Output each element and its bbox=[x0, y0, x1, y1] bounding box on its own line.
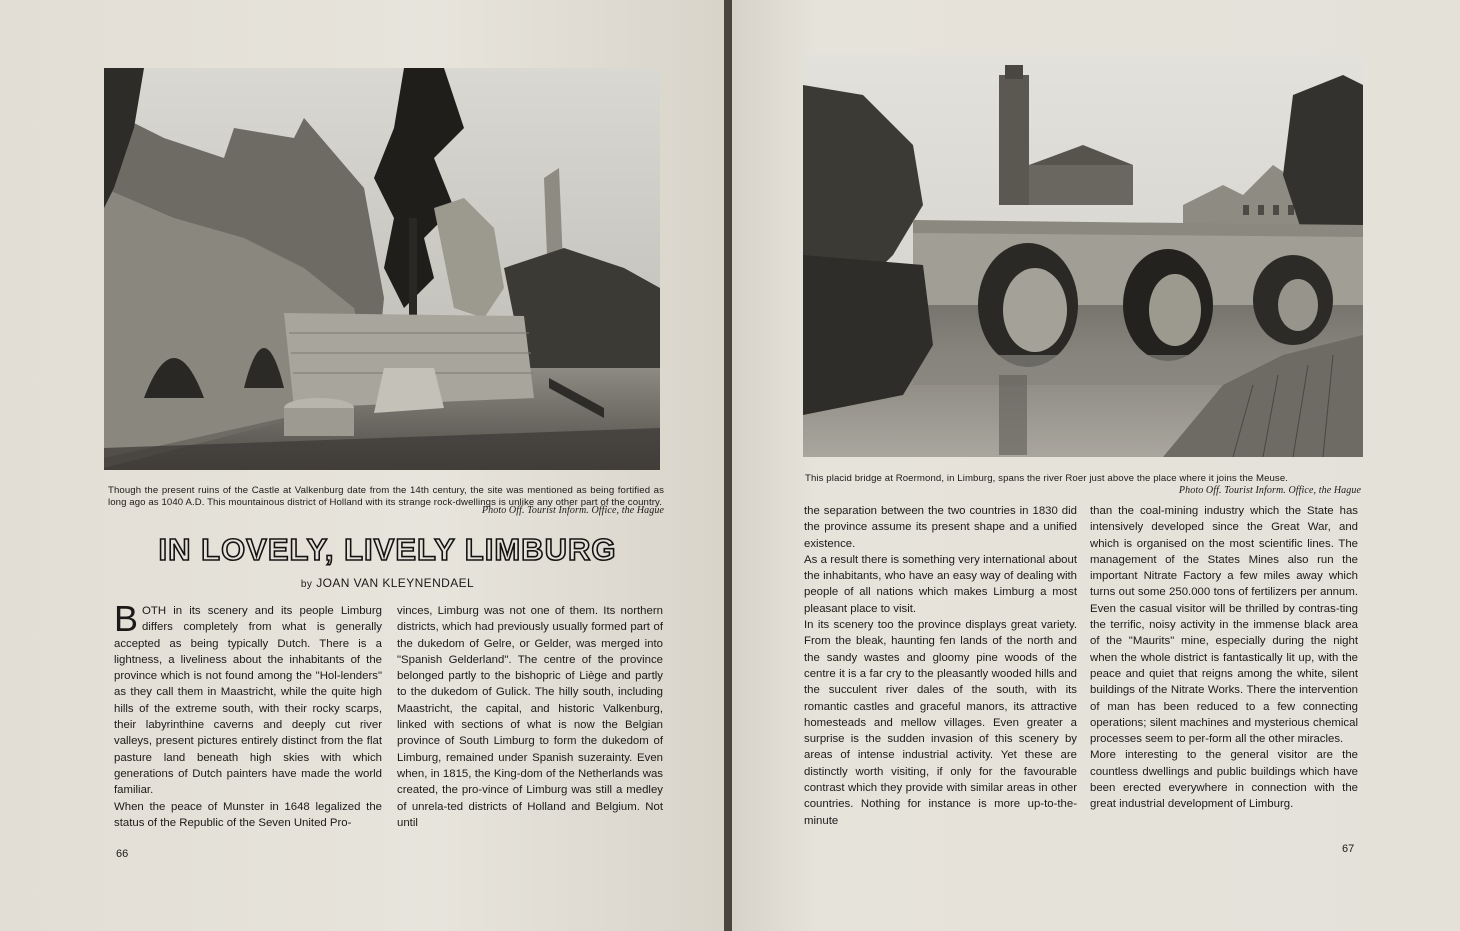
right-column-2 bbox=[1090, 503, 1358, 813]
drop-cap: B bbox=[114, 598, 139, 639]
page-number-left: 66 bbox=[116, 848, 129, 860]
left-column-2 bbox=[397, 603, 663, 831]
byline-prefix: by bbox=[300, 579, 313, 590]
left-credit-text: Photo Off. Tourist Inform. Office, the Hague bbox=[481, 505, 664, 516]
left-col2-para1: vinces, Limburg was not one of them. Its northern districts, which had previously usually formed part of the dukedom of Gelre, or Gelder, was merged into "Spanish Gelderland". The centre of the province belonged partly to the bishopric of Liège and partly to the dukedom of Gulick. The hilly south, including Maastricht, the capital, and historic Valkenburg, linked with sections of what is now the Belgian province of South Limburg to form the dukedom of Limburg, remained under Spanish suzerainty. Even when, in 1815, the King-dom of the Netherlands was created, the pro-vince of Limburg was still a medley of unrela-ted districts of Holland and Belgium. Not until bbox=[397, 605, 663, 829]
article-title: IN LOVELY, LIVELY LIMBURG bbox=[158, 532, 617, 567]
left-column-1 bbox=[114, 598, 382, 831]
left-col1-para1 bbox=[114, 598, 382, 799]
right-photo-credit bbox=[1080, 485, 1361, 497]
left-caption-text: Though the present ruins of the Castle at Valkenburg date from the 14th century, the site was mentioned as being fortified as long ago as 1040 A.D. This mountainous district of Holland with its strange rock-dwellings is unlike any other part of the country. bbox=[108, 485, 664, 508]
right-column-1 bbox=[804, 503, 1077, 829]
right-col2-para2: More interesting to the general visitor are the countless dwellings and public buildings which have been erected everywhere in connection with the great industrial development of Limburg. bbox=[1090, 749, 1358, 811]
byline bbox=[110, 576, 665, 590]
right-col1-para2: As a result there is something very international about the inhabitants, who have an easy way of dealing with people of all nations which makes Limburg a most pleasant place to visit. bbox=[804, 553, 1077, 615]
right-col1-para3: In its scenery too the province displays great variety. From the bleak, haunting fen lands of the north and the sandy wastes and gloomy pine woods of the centre it is a far cry to the pleasantly wooded hills and the succulent river dales of the south, with its romantic castles and graceful manors, its attractive homesteads and mellow villages. Even greater a surprise is the sudden invasion of this scenery by areas of intense industrial activity. Yet these are distinctly worth visiting, if only for the favourable contrast which they provide with similar areas in other countries. Nothing for instance is more up-to-the-minute bbox=[804, 619, 1077, 827]
right-col2-para1: than the coal-mining industry which the State has intensively developed since the Great War, and which is organised on the most scientific lines. The management of the States Mines also run the important Nitrate Factory a few miles away which turns out some 250.000 tons of fertilizers per annum. Even the casual visitor will be thrilled by contras-ting the terrific, noisy activity in the immense black area of the "Maurits" mine, especially during the night when the whole district is fantastically lit up, with the peace and quiet that reigns among the white, silent buildings of the Nitrate Works. There the intervention of man has been reduced to a few connecting operations; silent machines and mysterious chemical processes seem to per-form all the other miracles. bbox=[1090, 505, 1358, 746]
left-col1-para1-text: OTH in its scenery and its people Limburg differs completely from what is generally accepted as being typically Dutch. There is a lightness, a liveliness about the inhabitants of the province which is not found among the "Hol-lenders" as they call them in Maastricht, while the quite high hills of the extreme south, with their rocky scarps, their labyrinthine caverns and deeply cut river valleys, present pictures entirely distinct from the flat pasture land beneath high skies with which generations of Dutch painters have made the world familiar. bbox=[114, 605, 382, 797]
right-credit-text: Photo Off. Tourist Inform. Office, the Hague bbox=[1178, 485, 1361, 496]
left-col1-para2: When the peace of Munster in 1648 legalized the status of the Republic of the Seven United Pro- bbox=[114, 800, 382, 829]
left-photo-credit bbox=[380, 505, 664, 517]
book-spine bbox=[724, 0, 732, 931]
byline-author: JOAN VAN KLEYNENDAEL bbox=[316, 576, 475, 590]
castle-ruins-photo bbox=[104, 68, 660, 470]
right-col1-para1: the separation between the two countries in 1830 did the province assume its present shape and a unified existence. bbox=[804, 505, 1077, 550]
right-caption-text: This placid bridge at Roermond, in Limburg, spans the river Roer just above the place where it joins the Meuse. bbox=[805, 473, 1289, 484]
right-photo-caption bbox=[805, 473, 1361, 485]
page-number-right: 67 bbox=[1342, 843, 1355, 855]
roermond-bridge-photo bbox=[803, 55, 1363, 457]
